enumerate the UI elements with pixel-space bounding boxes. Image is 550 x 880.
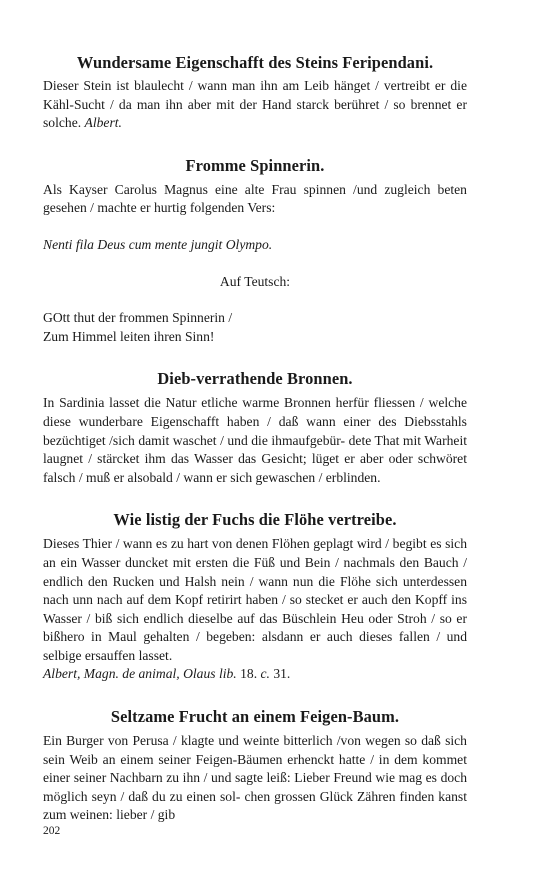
text-line: auf das Büschlein Heu oder Stroh / so er bißhero in Maul gehalten — [43, 610, 467, 645]
text-line: er die Kähl-Sucht / da man ihn aber mit der Hand starck berühret — [43, 78, 467, 112]
text-line: Dieser Stein ist blaulecht / wann man ihn am Leib hänget / vertreibt — [43, 78, 430, 93]
text-line: den Bauch / endlich den Rucken und Halsh nein / wann nun die — [43, 554, 467, 589]
section-title: Dieb-verrathende Bronnen. — [157, 369, 353, 389]
section-title: Seltzame Frucht an einem Feigen-Baum. — [110, 707, 400, 727]
section-spinnerin — [43, 155, 467, 347]
section-bronnen — [43, 368, 467, 487]
text-line: es sich an ein Wasser duncket mit ersten die Füß und Bein / nachmals — [43, 536, 467, 570]
text-line: Ein Burger von Perusa / klagte und weinte bitterlich /von wegen so — [43, 733, 417, 749]
paragraph — [43, 535, 467, 665]
poem-line: GOtt thut der frommen Spinnerin / — [43, 310, 233, 326]
text-line: Diebsstahls bezüchtiget /sich damit waschet / und die ihmaufgebür- — [43, 413, 467, 448]
paragraph — [43, 181, 467, 218]
text-line: daß sich sein Weib an einem seiner Feigen-Bäumen erhenckt hatte — [43, 733, 467, 767]
text-line: Als Kayser Carolus Magnus eine alte Frau spinnen /und zugleich — [43, 181, 431, 197]
latin-verse: Nenti fila Deus cum mente jungit Olympo. — [43, 236, 273, 252]
section-feigen — [43, 706, 467, 825]
section-title: Wundersame Eigenschafft des Steins Feripendani. — [76, 53, 434, 72]
text-line: chen grossen Glück Zähren finden kanst zum weinen: lieber / gib — [43, 788, 467, 823]
poem-line: Zum Himmel leiten ihren Sinn! — [43, 328, 215, 344]
page-number: 202 — [43, 825, 61, 837]
text-line: / so stecket er auch den Kopff ins Wasser / biß sich endlich dieselbe — [43, 592, 468, 626]
text-line: / begeben: alsdann er auch dieses fallen / und selbige ersauffen lasset. — [43, 629, 468, 663]
source-citation: Albert. — [84, 115, 122, 131]
translation-label: Auf Teutsch: — [219, 273, 291, 289]
text-line: Dieses Thier / wann es zu hart von denen Flöhen geplagt wird / begibt — [43, 536, 427, 552]
paragraph — [43, 394, 467, 487]
text-line: / in dem kommet einer seiner Nachbarn zu ihn / und sagte leiß: — [43, 751, 467, 786]
book-page — [43, 52, 467, 847]
section-title: Wie listig der Fuchs die Flöhe vertreibe. — [113, 510, 397, 530]
text-line: beten gesehen / machte er hurtig folgenden Vers: — [43, 181, 467, 216]
section-fuchs — [43, 509, 467, 684]
section-title: Fromme Spinnerin. — [185, 155, 325, 175]
citation-italic: Albert, Magn. de animal, Olaus lib. — [43, 666, 237, 682]
citation-number: 18. — [236, 666, 261, 682]
german-poem — [43, 309, 467, 346]
citation-number: 31. — [269, 666, 291, 682]
text-line: welche diese wunderbare Eigenschafft haben / daß wann einer des — [43, 395, 467, 429]
text-line: dete That mit Warheit laugnet / stärcket ihm das Wasser das Gesicht; — [43, 432, 467, 467]
text-line: Flöhe sich unterdessen nach unn nach auf dem Kopf retirirt haben — [43, 573, 467, 608]
text-line: In Sardinia lasset die Natur etliche warme Bronnen herfür fliessen / — [43, 395, 424, 411]
citation-italic: c. — [260, 666, 270, 682]
text-line: / so brennet er solche. — [43, 96, 467, 131]
paragraph — [43, 77, 467, 133]
section-feripendani — [43, 52, 467, 133]
text-line: Lieber Freund wie mag es doch möglich seyn / daß du zu einen sol- — [43, 770, 467, 804]
text-line: lüget er aber oder schwöret falsch / muß er alsobald / wann er sich — [43, 451, 467, 485]
paragraph — [43, 732, 467, 825]
text-line: gewaschen / erblinden. — [255, 469, 381, 485]
citation-line — [43, 665, 467, 684]
